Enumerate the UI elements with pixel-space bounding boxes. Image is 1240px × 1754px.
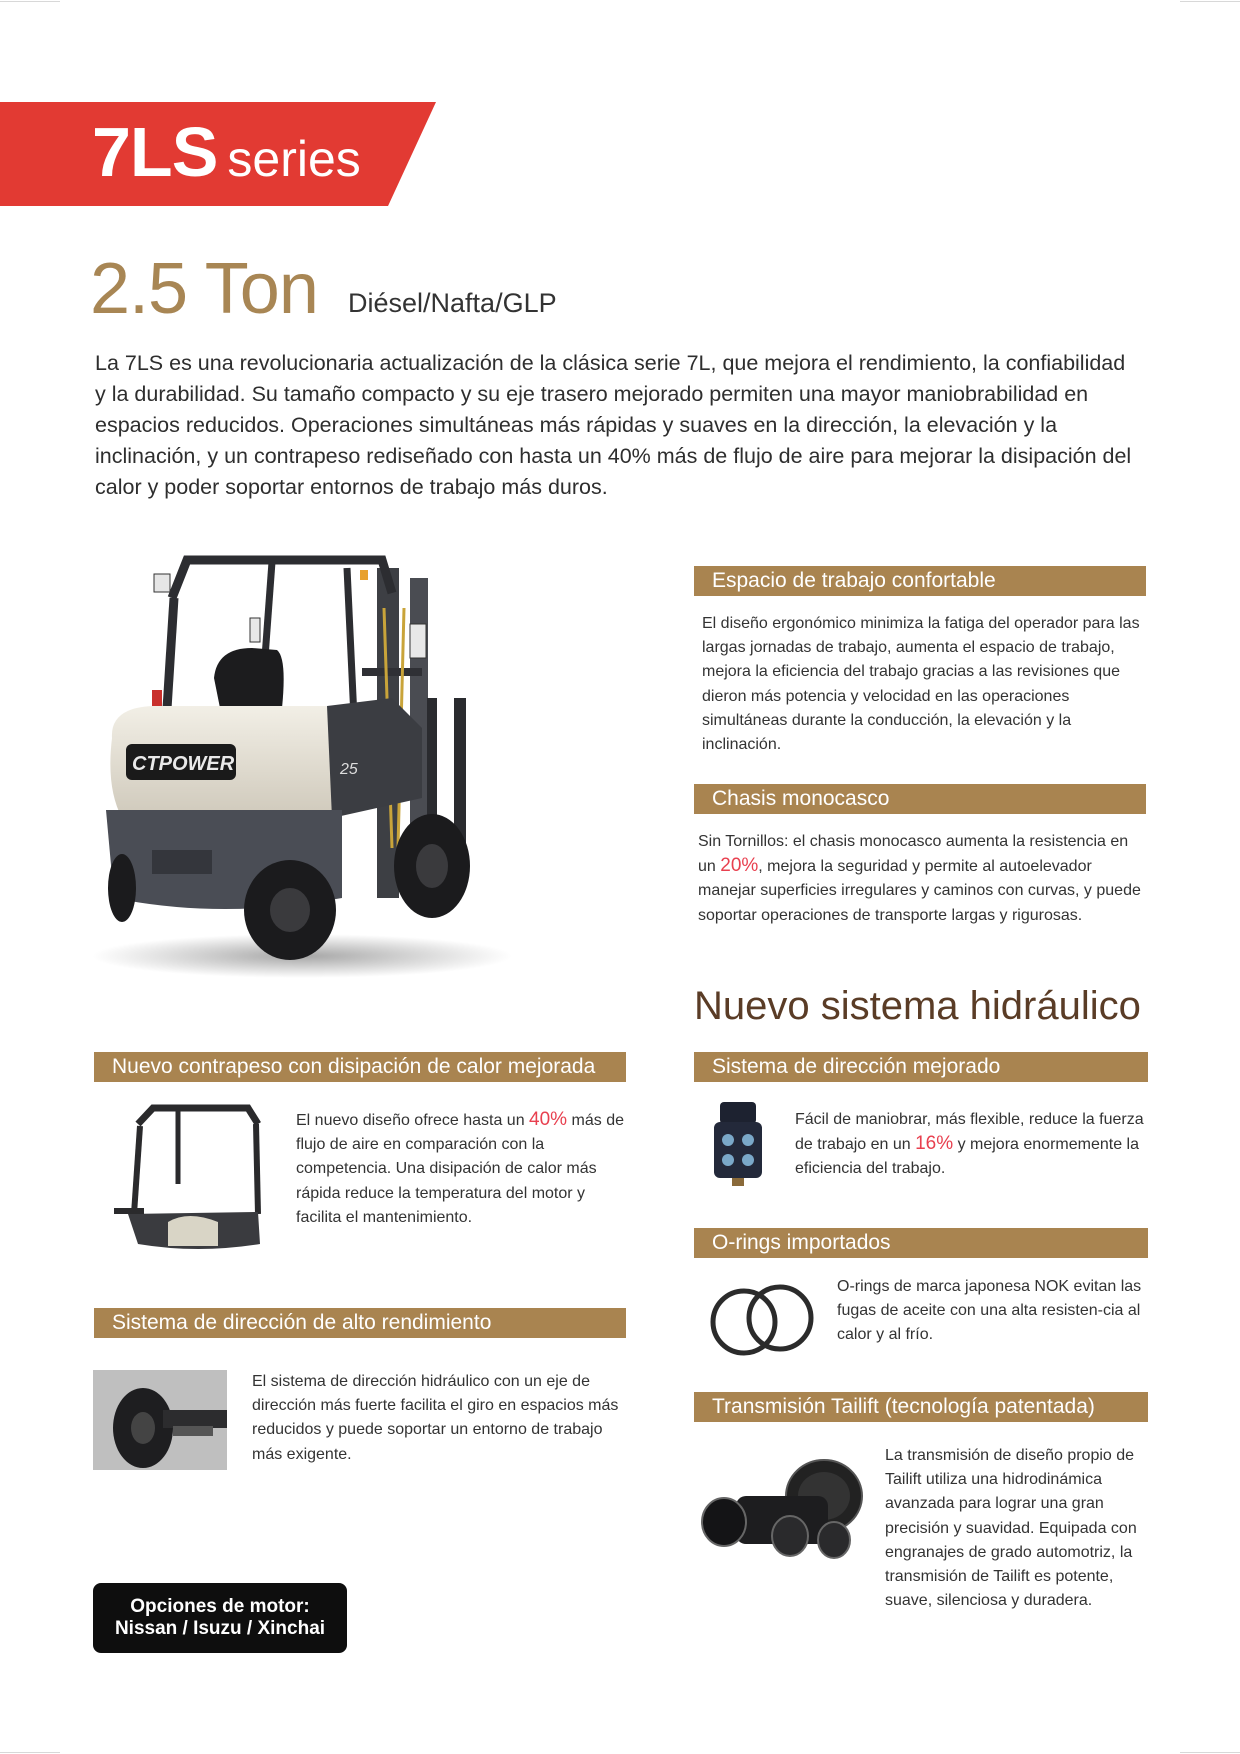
section-bar-transmission: Transmisión Tailift (tecnología patentada) bbox=[694, 1392, 1148, 1422]
crop-mark bbox=[0, 1752, 60, 1753]
section-bar-steering-improved: Sistema de dirección mejorado bbox=[694, 1052, 1148, 1082]
series-model: 7LS bbox=[92, 113, 218, 191]
chassis-text-post: , mejora la seguridad y permite al autoelevador manejar superficies irregulares y caminos con curvas, y puede soportar operaciones de transporte largas y rigurosas. bbox=[698, 858, 1141, 924]
counterweight-text-pre: El nuevo diseño ofrece hasta un bbox=[296, 1112, 530, 1129]
steering-axle-image bbox=[93, 1370, 227, 1470]
intro-paragraph: La 7LS es una revolucionaria actualización de la clásica serie 7L, que mejora el rendimiento, la confiabilidad y la durabilidad. Su tamaño compacto y su eje trasero mejorado permiten una mayor maniobrabilidad en espacios reducidos. Operaciones simultáneas más rápidas y suaves en la dirección, la elevación y la inclinación, y un contrapeso rediseñado con hasta un 40% más de flujo de aire para mejorar la disipación del calor y poder soportar entornos de trabajo más duros. bbox=[95, 351, 1132, 499]
section-bar-steering-high: Sistema de dirección de alto rendimiento bbox=[94, 1308, 626, 1338]
transmission-image bbox=[698, 1456, 866, 1566]
fuel-types: Diésel/Nafta/GLP bbox=[348, 288, 557, 318]
workspace-text: El diseño ergonómico minimiza la fatiga del operador para las largas jornadas de trabajo, aumenta el espacio de trabajo, mejora la eficiencia del trabajo gracias a las revisiones que dieron más potencia y velocidad en las operaciones simultáneas durante la conducción, la elevación y la inclinación. bbox=[702, 615, 1140, 754]
forklift-number: 25 bbox=[340, 761, 358, 778]
chassis-text-pre: Sin Tornillos: el chasis monocasco aumenta la resistencia en un bbox=[698, 833, 1129, 876]
forklift-image bbox=[92, 548, 522, 980]
counterweight-image bbox=[108, 1104, 268, 1254]
motor-options-brands: Nissan / Isuzu / Xinchai bbox=[114, 1618, 326, 1639]
section-bar-orings: O-rings importados bbox=[694, 1228, 1148, 1258]
steering-improved-text-post: y mejora enormemente la eficiencia del trabajo. bbox=[795, 1136, 1139, 1178]
orings-text: O-rings de marca japonesa NOK evitan las fugas de aceite con una alta resisten-cia al calor y al frío. bbox=[837, 1278, 1142, 1344]
crop-mark bbox=[1180, 1752, 1240, 1753]
series-banner-text bbox=[92, 112, 361, 192]
counterweight-highlight: 40% bbox=[529, 1109, 568, 1130]
steering-high-text: El sistema de dirección hidráulico con un eje de dirección más fuerte facilita el giro en espacios más reducidos y puede soportar un entorno de trabajo más exigente. bbox=[252, 1373, 619, 1463]
capacity-title: 2.5 Ton bbox=[90, 249, 318, 329]
motor-options-box bbox=[93, 1583, 347, 1653]
section-bar-counterweight: Nuevo contrapeso con disipación de calor mejorada bbox=[94, 1052, 626, 1082]
section-bar-chassis: Chasis monocasco bbox=[694, 784, 1146, 814]
series-label: series bbox=[227, 131, 361, 187]
forklift-brand: CTPOWER bbox=[132, 753, 235, 775]
crop-mark bbox=[0, 1, 60, 2]
counterweight-text-post: más de flujo de aire en comparación con la competencia. Una disipación de calor más rápida reduce la temperatura del motor y facilita el mantenimiento. bbox=[296, 1112, 624, 1226]
steering-unit-image bbox=[710, 1100, 766, 1186]
counterweight-text bbox=[296, 1108, 626, 1230]
chassis-highlight: 20% bbox=[720, 855, 759, 877]
hydraulic-heading: Nuevo sistema hidráulico bbox=[694, 984, 1141, 1028]
steering-improved-highlight: 16% bbox=[915, 1133, 954, 1155]
steering-improved-text-pre: Fácil de maniobrar, más flexible, reduce la fuerza de trabajo en un bbox=[795, 1111, 1144, 1154]
steering-improved-text bbox=[795, 1108, 1145, 1182]
o-rings-image bbox=[706, 1282, 818, 1360]
section-bar-workspace: Espacio de trabajo confortable bbox=[694, 566, 1146, 596]
motor-options-label: Opciones de motor: bbox=[130, 1596, 310, 1617]
chassis-text bbox=[698, 830, 1148, 928]
transmission-text: La transmisión de diseño propio de Tailift utiliza una hidrodinámica avanzada para lograr una gran precisión y suavidad. Equipada con engranajes de grado automotriz, la transmisión de Tailift es potente, suave, silenciosa y duradera. bbox=[885, 1447, 1137, 1610]
crop-mark bbox=[1180, 1, 1240, 2]
